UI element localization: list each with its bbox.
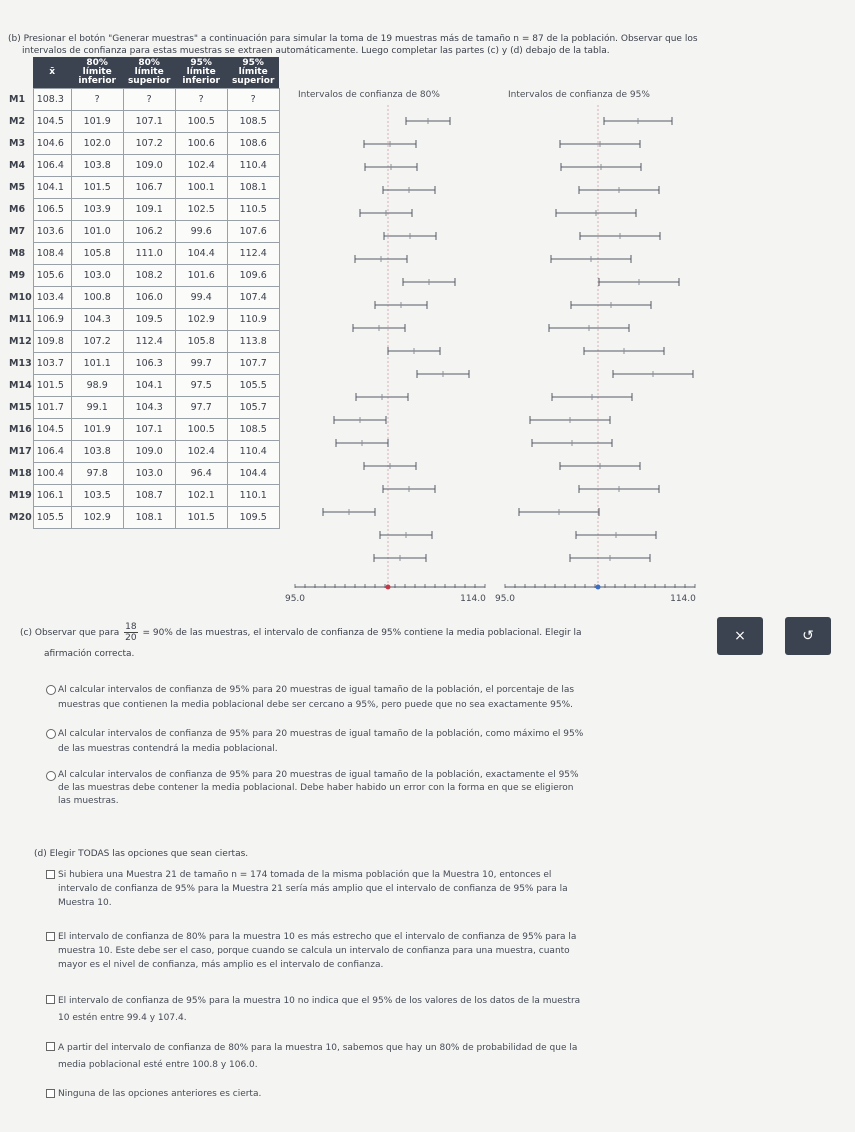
- population-mean-marker: [386, 585, 391, 590]
- cell-u95: 104.4: [227, 463, 279, 485]
- cell-u95: 107.6: [227, 221, 279, 243]
- checkbox-icon[interactable]: [46, 932, 55, 941]
- row-label: M1: [9, 94, 26, 105]
- cell-l95: 100.1: [175, 177, 227, 199]
- confidence-interval-table: [8, 57, 280, 529]
- fraction: [124, 622, 137, 643]
- cell-u95: 108.5: [227, 111, 279, 133]
- cell-u95: 107.4: [227, 287, 279, 309]
- chart-80-title: Intervalos de confianza de 80%: [298, 90, 440, 100]
- header-80-upper: 80% límite superior: [123, 57, 175, 89]
- part-d-label: (d): [34, 849, 47, 859]
- cell-u80: 106.7: [123, 177, 175, 199]
- row-label: M20: [9, 512, 32, 523]
- cell-u80: 106.2: [123, 221, 175, 243]
- cell-l95: 99.4: [175, 287, 227, 309]
- table-row: [8, 463, 279, 485]
- cell-l95: 100.5: [175, 111, 227, 133]
- table-row: [8, 419, 279, 441]
- cell-l80: 98.9: [71, 375, 123, 397]
- row-label: M5: [9, 182, 26, 193]
- cell-l80: 103.9: [71, 199, 123, 221]
- table-row: [8, 397, 279, 419]
- row-label: M4: [9, 160, 26, 171]
- option-text-line1: Ninguna de las opciones anteriores es cierta.: [58, 1089, 262, 1099]
- part-d-intro: Elegir TODAS las opciones que sean ciertas.: [49, 849, 249, 859]
- cell-l95: 102.1: [175, 485, 227, 507]
- cell-xbar: 106.4: [33, 441, 71, 463]
- part-d-question: [34, 848, 248, 861]
- part-c-option-1[interactable]: [58, 683, 708, 713]
- cell-u95: 108.6: [227, 133, 279, 155]
- row-label: M6: [9, 204, 26, 215]
- cell-u80: 107.1: [123, 111, 175, 133]
- table-row: [8, 243, 279, 265]
- table-row: [8, 221, 279, 243]
- cell-xbar: 105.5: [33, 507, 71, 529]
- row-label: M3: [9, 138, 26, 149]
- chart-80-intervals: [284, 105, 490, 610]
- cell-u80: 109.0: [123, 441, 175, 463]
- cell-xbar: 108.4: [33, 243, 71, 265]
- checkbox-icon[interactable]: [46, 1042, 55, 1051]
- cell-xbar: 103.6: [33, 221, 71, 243]
- cell-u80: 107.2: [123, 133, 175, 155]
- row-label: M13: [9, 358, 32, 369]
- cell-l80: 101.9: [71, 419, 123, 441]
- x-tick-label: 95.0: [494, 594, 516, 604]
- x-tick-label: 114.0: [670, 594, 696, 604]
- close-button[interactable]: [717, 617, 763, 655]
- cell-l80: 100.8: [71, 287, 123, 309]
- cell-u95: 110.1: [227, 485, 279, 507]
- cell-u95: 108.5: [227, 419, 279, 441]
- option-text-line1: A partir del intervalo de confianza de 80% para la muestra 10, sabemos que hay un 80% de probabilidad de que la: [58, 1043, 578, 1053]
- option-text-line3: mayor es el nivel de confianza, más amplio es el intervalo de confianza.: [58, 960, 384, 970]
- cell-l95: 100.6: [175, 133, 227, 155]
- cell-u95: 105.5: [227, 375, 279, 397]
- table-row: [8, 331, 279, 353]
- cell-l95: 102.5: [175, 199, 227, 221]
- cell-l80: 103.8: [71, 155, 123, 177]
- cell-l95: 101.6: [175, 265, 227, 287]
- cell-l80: 102.0: [71, 133, 123, 155]
- table-header-row: [8, 57, 279, 89]
- option-text-line2: 10 estén entre 99.4 y 107.4.: [58, 1013, 187, 1023]
- option-text-line1: El intervalo de confianza de 80% para la muestra 10 es más estrecho que el intervalo de confianza de 95% para la: [58, 932, 577, 942]
- cell-l80: 101.9: [71, 111, 123, 133]
- radio-icon[interactable]: [46, 685, 56, 695]
- part-d-option-1[interactable]: [58, 868, 708, 910]
- cell-u95: 113.8: [227, 331, 279, 353]
- option-text-line3: las muestras.: [58, 796, 119, 806]
- cell-l80: 102.9: [71, 507, 123, 529]
- part-d-option-2[interactable]: [58, 930, 708, 972]
- cell-l80: 97.8: [71, 463, 123, 485]
- option-text-line1: Si hubiera una Muestra 21 de tamaño n = 174 tomada de la misma población que la Muestra 10, entonces el: [58, 870, 552, 880]
- cell-l80: 101.5: [71, 177, 123, 199]
- row-label: M10: [9, 292, 32, 303]
- table-row: [8, 111, 279, 133]
- cell-xbar: 104.1: [33, 177, 71, 199]
- table-body: [8, 89, 279, 529]
- cell-u80: ?: [123, 89, 175, 111]
- cell-l80: 99.1: [71, 397, 123, 419]
- part-d-option-3[interactable]: [58, 993, 708, 1027]
- part-c-option-3[interactable]: [58, 769, 708, 808]
- table-row: [8, 133, 279, 155]
- part-b-label: (b): [8, 34, 21, 44]
- cell-xbar: 103.4: [33, 287, 71, 309]
- cell-xbar: 104.5: [33, 111, 71, 133]
- undo-icon: ↺: [802, 628, 814, 644]
- cell-xbar: 101.7: [33, 397, 71, 419]
- cell-xbar: 104.5: [33, 419, 71, 441]
- option-text-line2: de las muestras contendrá la media poblacional.: [58, 744, 278, 754]
- cell-l80: 107.2: [71, 331, 123, 353]
- header-80-lower: 80% límite inferior: [71, 57, 123, 89]
- cell-u80: 106.0: [123, 287, 175, 309]
- radio-icon[interactable]: [46, 771, 56, 781]
- table-row: [8, 287, 279, 309]
- row-label: M9: [9, 270, 26, 281]
- table-row: [8, 375, 279, 397]
- row-label: M8: [9, 248, 26, 259]
- part-c-intro-post: = 90% de las muestras, el intervalo de confianza de 95% contiene la media poblacional. Elegir la: [142, 628, 582, 638]
- cell-l95: 100.5: [175, 419, 227, 441]
- option-text-line1: El intervalo de confianza de 95% para la muestra 10 no indica que el 95% de los valores de los datos de la muestra: [58, 996, 581, 1006]
- part-b-text-line1: Presionar el botón "Generar muestras" a continuación para simular la toma de 19 muestras más de tamaño n = 87 de la población. Observar que los: [23, 34, 698, 44]
- header-95-upper: 95% límite superior: [227, 57, 279, 89]
- cell-l95: 96.4: [175, 463, 227, 485]
- cell-l80: 103.0: [71, 265, 123, 287]
- cell-u95: 110.4: [227, 155, 279, 177]
- cell-l80: 101.0: [71, 221, 123, 243]
- cell-u95: 110.5: [227, 199, 279, 221]
- cell-xbar: 109.8: [33, 331, 71, 353]
- header-95-lower: 95% límite inferior: [175, 57, 227, 89]
- row-label: M17: [9, 446, 32, 457]
- cell-u95: ?: [227, 89, 279, 111]
- cell-u80: 111.0: [123, 243, 175, 265]
- row-label: M12: [9, 336, 32, 347]
- row-label: M18: [9, 468, 32, 479]
- cell-u80: 109.0: [123, 155, 175, 177]
- row-label: M7: [9, 226, 26, 237]
- table-row: [8, 507, 279, 529]
- cell-u95: 110.4: [227, 441, 279, 463]
- cell-xbar: 106.5: [33, 199, 71, 221]
- cell-u80: 109.5: [123, 309, 175, 331]
- cell-l95: 102.4: [175, 155, 227, 177]
- cell-u80: 108.1: [123, 507, 175, 529]
- cell-xbar: 101.5: [33, 375, 71, 397]
- undo-button[interactable]: [785, 617, 831, 655]
- cell-xbar: 106.9: [33, 309, 71, 331]
- chart-95-intervals: [494, 105, 700, 610]
- cell-u95: 112.4: [227, 243, 279, 265]
- part-d-option-5[interactable]: [58, 1087, 708, 1102]
- part-c-option-2[interactable]: [58, 727, 708, 757]
- header-xbar: x̄: [33, 57, 71, 89]
- cell-u95: 108.1: [227, 177, 279, 199]
- table-row: [8, 441, 279, 463]
- cell-xbar: 106.4: [33, 155, 71, 177]
- option-text-line3: Muestra 10.: [58, 898, 112, 908]
- option-text-line2: muestras que contienen la media poblacional debe ser cercano a 95%, pero puede que no sea exactamente 95%.: [58, 700, 574, 710]
- cell-l80: 103.5: [71, 485, 123, 507]
- table-row: [8, 199, 279, 221]
- part-c-intro-line2: afirmación correcta.: [44, 649, 135, 659]
- cell-u80: 104.3: [123, 397, 175, 419]
- cell-u95: 107.7: [227, 353, 279, 375]
- row-label: M15: [9, 402, 32, 413]
- cell-l95: 105.8: [175, 331, 227, 353]
- option-text-line2: de las muestras debe contener la media poblacional. Debe haber habido un error con la forma en que se eligieron: [58, 783, 574, 793]
- option-text-line2: media poblacional esté entre 100.8 y 106.0.: [58, 1060, 258, 1070]
- row-label: M19: [9, 490, 32, 501]
- cell-u95: 110.9: [227, 309, 279, 331]
- cell-u80: 106.3: [123, 353, 175, 375]
- cell-u80: 104.1: [123, 375, 175, 397]
- cell-l95: 102.4: [175, 441, 227, 463]
- table-row: [8, 155, 279, 177]
- cell-l95: 102.9: [175, 309, 227, 331]
- cell-l80: ?: [71, 89, 123, 111]
- cell-xbar: 100.4: [33, 463, 71, 485]
- part-c-question: [20, 622, 710, 643]
- fraction-denominator: 20: [125, 633, 137, 643]
- part-b-text-line2: intervalos de confianza para estas muestras se extraen automáticamente. Luego completar las partes (c) y (d) debajo de la tabla.: [22, 46, 610, 56]
- population-mean-marker: [596, 585, 601, 590]
- cell-l80: 105.8: [71, 243, 123, 265]
- option-text-line2: intervalo de confianza de 95% para la Muestra 21 sería más amplio que el intervalo de confianza de 95% para la: [58, 884, 568, 894]
- cell-l80: 104.3: [71, 309, 123, 331]
- cell-u95: 109.6: [227, 265, 279, 287]
- cell-l95: 97.7: [175, 397, 227, 419]
- cell-u80: 107.1: [123, 419, 175, 441]
- table-row: [8, 177, 279, 199]
- part-c-intro-pre: Observar que para: [34, 628, 120, 638]
- cell-u80: 109.1: [123, 199, 175, 221]
- cell-xbar: 105.6: [33, 265, 71, 287]
- cell-l95: 99.6: [175, 221, 227, 243]
- checkbox-icon[interactable]: [46, 995, 55, 1004]
- row-label: M14: [9, 380, 32, 391]
- option-text-line2: muestra 10. Este debe ser el caso, porque cuando se calcula un intervalo de confianza para una muestra, cuanto: [58, 946, 570, 956]
- radio-icon[interactable]: [46, 729, 56, 739]
- row-label: M2: [9, 116, 26, 127]
- cell-u95: 109.5: [227, 507, 279, 529]
- cell-u80: 108.2: [123, 265, 175, 287]
- option-text-line1: Al calcular intervalos de confianza de 95% para 20 muestras de igual tamaño de la población, exactamente el 95%: [58, 770, 579, 780]
- table-row: [8, 89, 279, 111]
- checkbox-icon[interactable]: [46, 1089, 55, 1098]
- cell-l80: 101.1: [71, 353, 123, 375]
- checkbox-icon[interactable]: [46, 870, 55, 879]
- cell-l95: 104.4: [175, 243, 227, 265]
- row-label: M16: [9, 424, 32, 435]
- part-d-option-4[interactable]: [58, 1040, 708, 1074]
- fraction-numerator: 18: [125, 622, 137, 632]
- table-row: [8, 485, 279, 507]
- cell-xbar: 104.6: [33, 133, 71, 155]
- cell-xbar: 108.3: [33, 89, 71, 111]
- cell-xbar: 106.1: [33, 485, 71, 507]
- option-text-line1: Al calcular intervalos de confianza de 95% para 20 muestras de igual tamaño de la población, el porcentaje de las: [58, 685, 575, 695]
- cell-u95: 105.7: [227, 397, 279, 419]
- cell-l95: ?: [175, 89, 227, 111]
- cell-l95: 99.7: [175, 353, 227, 375]
- cell-u80: 112.4: [123, 331, 175, 353]
- cell-u80: 103.0: [123, 463, 175, 485]
- option-text-line1: Al calcular intervalos de confianza de 95% para 20 muestras de igual tamaño de la población, como máximo el 95%: [58, 729, 584, 739]
- cell-l95: 97.5: [175, 375, 227, 397]
- table-row: [8, 309, 279, 331]
- cell-u80: 108.7: [123, 485, 175, 507]
- table-row: [8, 353, 279, 375]
- part-c-label: (c): [20, 628, 32, 638]
- cell-l95: 101.5: [175, 507, 227, 529]
- x-tick-label: 95.0: [284, 594, 306, 604]
- table-row: [8, 265, 279, 287]
- cell-l80: 103.8: [71, 441, 123, 463]
- close-icon: ×: [734, 628, 746, 644]
- row-label: M11: [9, 314, 32, 325]
- cell-xbar: 103.7: [33, 353, 71, 375]
- chart-95-title: Intervalos de confianza de 95%: [508, 90, 650, 100]
- x-tick-label: 114.0: [460, 594, 486, 604]
